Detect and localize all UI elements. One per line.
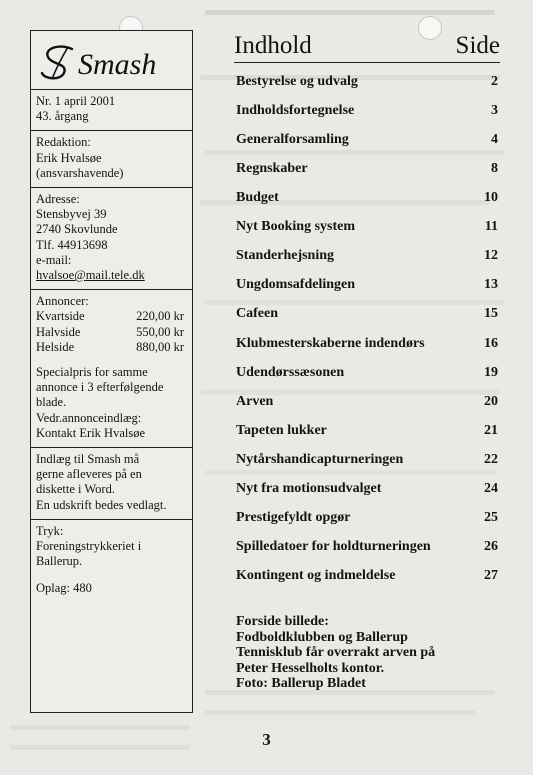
printer-city: Ballerup. (36, 554, 83, 569)
toc-entry[interactable] (236, 132, 498, 152)
toc-entry-page: 15 (484, 306, 498, 321)
price-row (36, 340, 192, 355)
toc-entry-title: Nyt fra motionsudvalget (236, 481, 382, 496)
editor-block (36, 131, 192, 187)
toc-entry-page: 12 (484, 248, 498, 263)
toc-entry[interactable] (236, 452, 498, 472)
toc-entry-page: 21 (484, 423, 498, 438)
toc-entry-title: Kontingent og indmeldelse (236, 568, 396, 583)
cover-caption-line: Fodboldklubben og Ballerup (236, 629, 408, 645)
logo-text: Smash (78, 48, 157, 81)
toc-entry[interactable] (236, 219, 498, 239)
price-label: Kvartside (36, 309, 85, 324)
submissions-text: diskette i Word. (36, 482, 115, 497)
price-value: 550,00 kr (136, 324, 184, 339)
toc-entry-page: 27 (484, 568, 498, 583)
toc-entry-title: Bestyrelse og udvalg (236, 74, 358, 89)
price-row (36, 325, 192, 340)
toc-entry[interactable] (236, 423, 498, 443)
toc-entry[interactable] (236, 365, 498, 385)
toc-entry-page: 20 (484, 394, 498, 409)
price-label: Helside (36, 339, 75, 354)
toc-entry-page: 3 (491, 103, 498, 118)
special-price-text: blade. (36, 395, 67, 410)
toc-entry[interactable] (236, 161, 498, 181)
printer-heading: Tryk: (36, 523, 64, 538)
price-value: 880,00 kr (136, 339, 184, 354)
smash-logo (36, 31, 192, 89)
toc-entry-title: Budget (236, 190, 279, 205)
toc-entry-page: 2 (491, 74, 498, 89)
toc-entry-page: 8 (491, 161, 498, 176)
address-city: 2740 Skovlunde (36, 222, 118, 237)
toc-entry[interactable] (236, 74, 498, 94)
ads-block (36, 290, 192, 447)
cover-caption-line: Tennisklub får overrakt arven på (236, 645, 436, 660)
editor-name: Erik Hvalsøe (36, 150, 102, 165)
special-price-text: Specialpris for samme (36, 365, 148, 380)
toc-entry-page: 4 (491, 132, 498, 147)
toc-entry-title: Nytårshandicapturneringen (236, 452, 404, 467)
toc-entry[interactable] (236, 394, 498, 414)
toc-entry-title: Arven (236, 394, 274, 409)
toc-entry-page: 10 (484, 190, 498, 205)
printer-name: Foreningstrykkeriet i (36, 539, 142, 554)
toc-header (234, 28, 500, 63)
issue-block (36, 90, 192, 130)
circulation: Oplag: 480 (36, 581, 92, 596)
toc-entry[interactable] (236, 336, 498, 356)
issue-number: Nr. 1 april 2001 (36, 94, 116, 108)
toc-entry-title: Udendørssæsonen (236, 365, 345, 380)
cover-caption-line: Peter Hesselholts kontor. (236, 660, 385, 676)
toc-entry[interactable] (236, 248, 498, 268)
toc-entry-page: 26 (484, 539, 498, 554)
toc-entry-title: Prestigefyldt opgør (236, 510, 351, 525)
toc-entry-page: 16 (484, 336, 498, 351)
toc-page-heading: Side (455, 32, 500, 59)
editor-heading: Redaktion: (36, 135, 91, 150)
editor-role: (ansvarshavende) (36, 165, 124, 180)
submissions-text: En udskrift bedes vedlagt. (36, 497, 167, 512)
smash-logo-graphic (38, 39, 188, 85)
toc-entry-title: Tapeten lukker (236, 423, 327, 438)
submissions-text: Indlæg til Smash må (36, 452, 140, 467)
cover-caption-line: Forside billede: (236, 614, 329, 629)
toc-entry[interactable] (236, 306, 498, 326)
email-link[interactable]: hvalsoe@mail.tele.dk (36, 268, 145, 283)
ads-contact-text: Vedr.annonceindlæg: (36, 410, 142, 425)
address-phone: Tlf. 44913698 (36, 237, 108, 252)
price-row (36, 309, 192, 324)
submissions-block (36, 448, 192, 519)
address-heading: Adresse: (36, 192, 80, 207)
address-block (36, 188, 192, 289)
toc-entry-page: 11 (484, 219, 498, 234)
toc-entry-title: Regnskaber (236, 161, 308, 176)
issue-year: 43. årgang (36, 109, 89, 124)
toc-entry-title: Ungdomsafdelingen (236, 277, 356, 292)
toc-heading: Indhold (234, 32, 312, 59)
toc-entry-title: Nyt Booking system (236, 219, 356, 234)
toc-entry-title: Spilledatoer for holdturneringen (236, 539, 431, 554)
toc-entry-title: Standerhejsning (236, 248, 335, 263)
toc-entry-title: Cafeen (236, 306, 278, 321)
cover-caption-line: Foto: Ballerup Bladet (236, 676, 366, 691)
page-number: 3 (262, 730, 271, 749)
price-value: 220,00 kr (136, 309, 184, 324)
toc-entry[interactable] (236, 277, 498, 297)
toc-entry[interactable] (236, 481, 498, 501)
ads-heading: Annoncer: (36, 294, 89, 309)
toc-entry-page: 22 (484, 452, 498, 467)
toc-entry-page: 24 (484, 481, 498, 496)
email-label: e-mail: (36, 252, 72, 267)
toc-entry-title: Generalforsamling (236, 132, 349, 147)
address-street: Stensbyvej 39 (36, 207, 107, 222)
toc-entry[interactable] (236, 510, 498, 530)
toc-entry[interactable] (236, 568, 498, 588)
toc-entry-page: 13 (484, 277, 498, 292)
submissions-text: gerne afleveres på en (36, 467, 142, 482)
colophon-box (30, 30, 193, 713)
cover-photo-caption (236, 614, 498, 692)
special-price-text: annonce i 3 efterfølgende (36, 380, 164, 395)
toc-entry-title: Klubmesterskaberne indendørs (236, 336, 425, 351)
toc-entry-title: Indholdsfortegnelse (236, 103, 355, 118)
price-label: Halvside (36, 324, 81, 339)
toc-entry[interactable] (236, 190, 498, 210)
toc-entry[interactable] (236, 103, 498, 123)
toc-entry-page: 25 (484, 510, 498, 525)
printer-block (36, 520, 192, 603)
toc-entry-page: 19 (484, 365, 498, 380)
toc-entry[interactable] (236, 539, 498, 559)
ads-contact-text: Kontakt Erik Hvalsøe (36, 425, 146, 440)
